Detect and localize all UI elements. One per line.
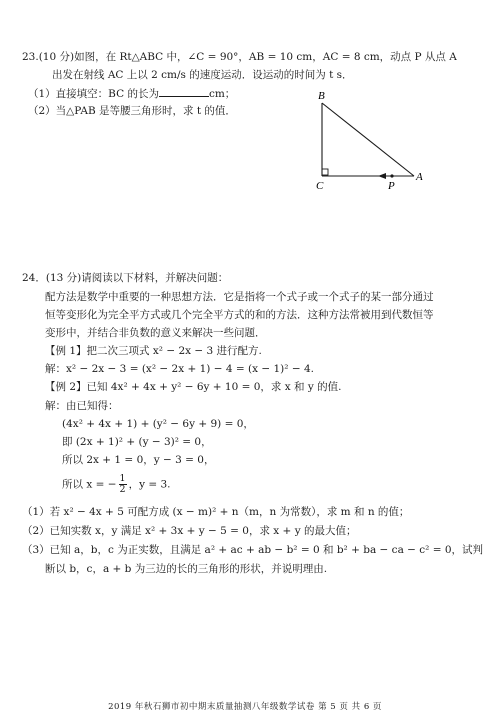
q23-line1: [22, 50, 457, 64]
fraction-denominator: 2: [119, 484, 126, 495]
example2-step3: 所以 2x + 1 = 0，y − 3 = 0，: [62, 454, 215, 466]
example2-solution-intro: 解：由已知得：: [45, 400, 119, 412]
step4-suffix: ，y = 3.: [128, 478, 171, 491]
q23-part1-unit: cm；: [208, 88, 236, 100]
task3-continued: 断以 b，c，a + b 为三边的长的三角形的形状，并说明理由.: [45, 563, 328, 575]
label-b: B: [318, 90, 325, 102]
q24-header: [22, 271, 228, 285]
point-p: [390, 174, 393, 177]
q23-part1-text: （1）直接填空：BC 的长为: [28, 88, 159, 100]
q23-text1: 如图，在 Rt△ABC 中，∠C = 90°，AB = 10 cm，AC = 8 cm，动点 P 从点 A: [74, 51, 457, 63]
q24-score: (13 分): [45, 272, 82, 284]
example2-step2: 即 (2x + 1)² + (y − 3)² = 0，: [62, 436, 212, 448]
example1: 【例 1】把二次三项式 x² − 2x − 3 进行配方.: [45, 345, 262, 357]
material-line1: 配方法是数学中重要的一种思想方法．它是指将一个式子或一个式子的某一部分通过: [45, 291, 434, 303]
q23-part1: [28, 86, 235, 101]
right-angle-mark: [322, 169, 328, 175]
fraction: [119, 474, 127, 495]
example1-solution: 解：x² − 2x − 3 = (x² − 2x + 1) − 4 = (x − 1)² − 4.: [45, 363, 314, 375]
task2: （2）已知实数 x，y 满足 x² + 3x + y − 5 = 0，求 x + y 的最大值；: [22, 525, 357, 537]
material-line2: 恒等变形化为完全平方式或几个完全平方式的和的方法．这种方法常被用到代数恒等: [45, 309, 434, 321]
q23-score: (10 分): [38, 51, 75, 63]
task3: （3）已知 a，b，c 为正实数，且满足 a² + ac + ab − b² = 0 和 b² + ba − ca − c² = 0，试判: [22, 544, 484, 556]
label-c: C: [316, 180, 324, 192]
example2: 【例 2】已知 4x² + 4x + y² − 6y + 10 = 0，求 x 和 y 的值.: [45, 381, 342, 393]
q24-intro: 请阅读以下材料，并解决问题：: [81, 272, 229, 284]
q23-line2: 出发在射线 AC 上以 2 cm/s 的速度运动．设运动的时间为 t s．: [52, 69, 353, 81]
arrow-icon: [378, 173, 386, 179]
q23-number: 23.: [22, 51, 39, 63]
fraction-numerator: 1: [119, 473, 126, 484]
q23-part2: （2）当△PAB 是等腰三角形时，求 t 的值．: [28, 105, 236, 117]
example2-step4: [62, 474, 171, 495]
material-line3: 变形中，并结合非负数的意义来解决一些问题．: [45, 327, 266, 339]
triangle-figure: [300, 88, 430, 198]
step4-prefix: 所以 x = −: [62, 478, 117, 491]
example2-step1: (4x² + 4x + 1) + (y² − 6y + 9) = 0，: [62, 418, 254, 430]
task1: （1）若 x² − 4x + 5 可配方成 (x − m)² + n（m，n 为常数），求 m 和 n 的值；: [22, 506, 410, 518]
page-footer: 2019 年秋石狮市初中期末质量抽测八年级数学试卷 第 5 页 共 6 页: [108, 702, 382, 712]
label-a: A: [416, 171, 423, 183]
side-ab: [322, 103, 414, 176]
q24-number: 24．: [22, 272, 46, 284]
answer-blank: [159, 86, 209, 97]
label-p: P: [388, 180, 395, 192]
